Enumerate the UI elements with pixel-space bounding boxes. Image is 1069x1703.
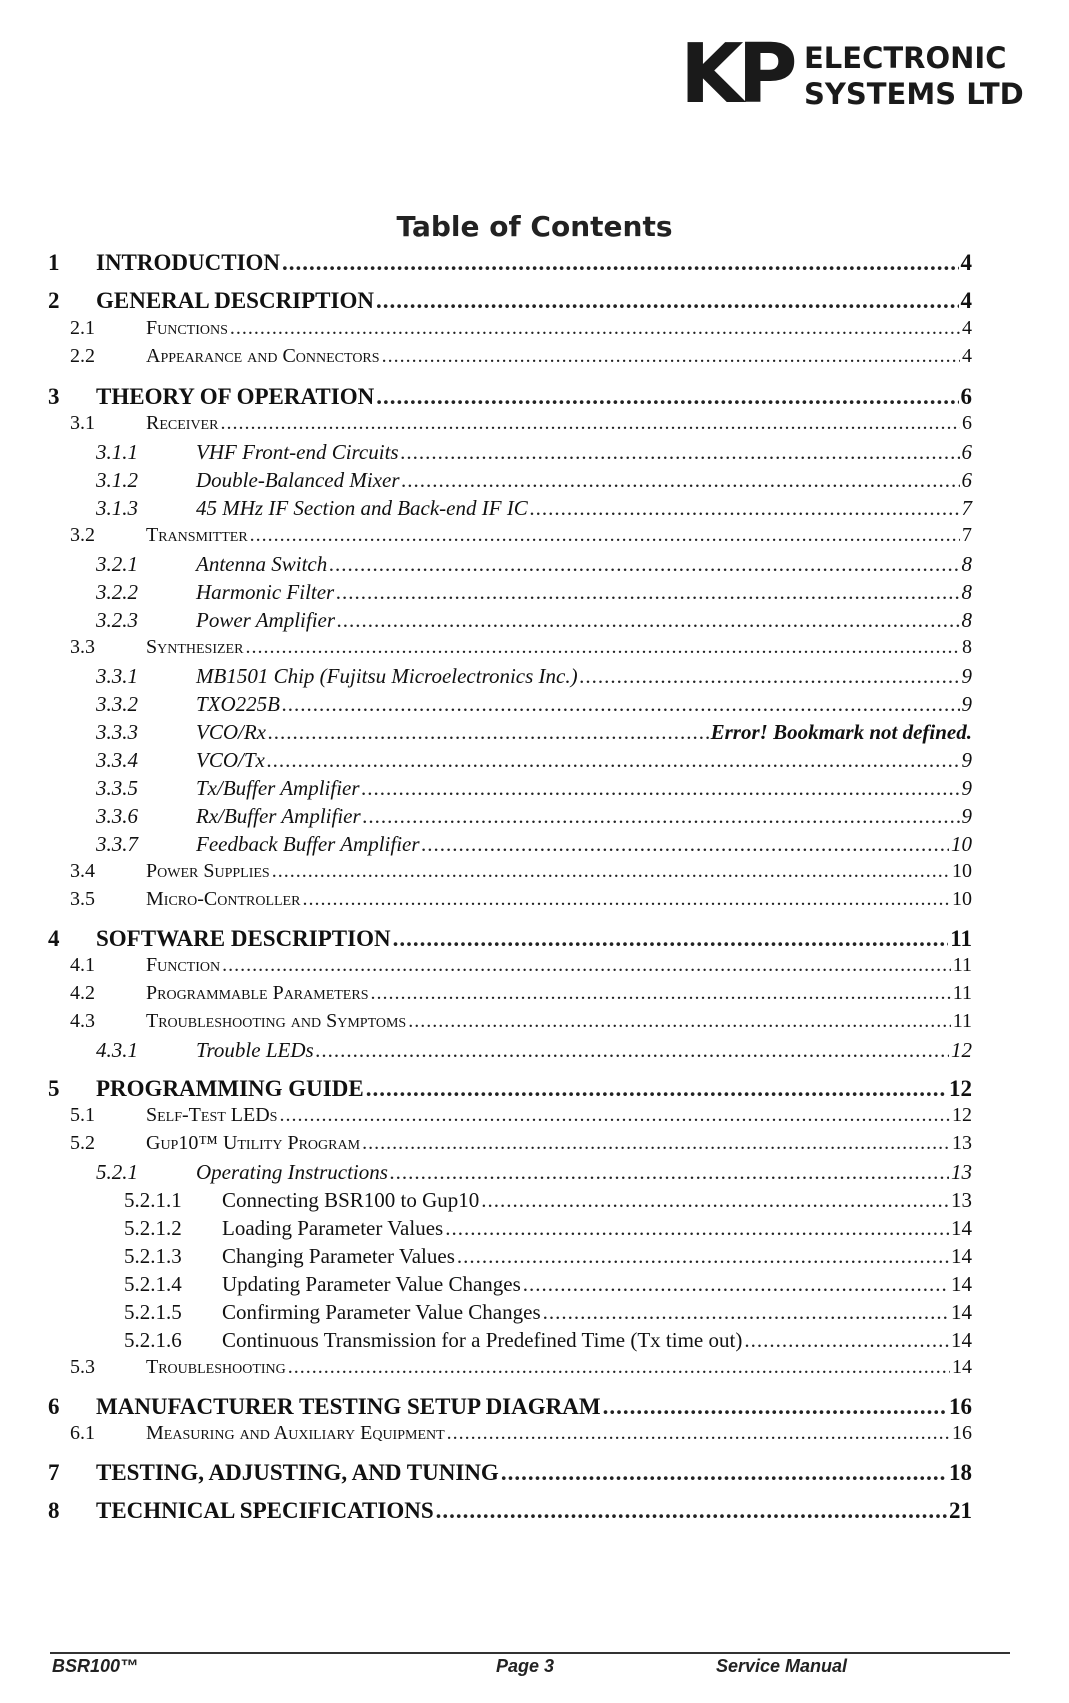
- toc-entry-number: 3.3.4: [96, 748, 138, 772]
- toc-entry-number: 5.2: [70, 1132, 95, 1154]
- toc-entry-page: 11: [952, 1010, 972, 1032]
- toc-dot-leader: [230, 317, 960, 340]
- toc-title: Table of Contents: [396, 210, 673, 243]
- toc-entry-page: 4: [962, 317, 972, 339]
- toc-entry-page: 4: [960, 250, 972, 275]
- toc-entry-number: 7: [48, 1460, 60, 1485]
- toc-entry-number: 3.2: [70, 524, 95, 546]
- toc-dot-leader: [282, 250, 958, 276]
- toc-entry[interactable]: [48, 288, 972, 314]
- toc-entry-title: Troubleshooting and Symptoms: [146, 1010, 407, 1032]
- toc-entry-title: Troubleshooting: [146, 1356, 286, 1378]
- toc-entry-title: VCO/Tx: [196, 748, 265, 772]
- toc-entry-title: Harmonic Filter: [196, 580, 335, 604]
- toc-dot-leader: [744, 1328, 949, 1353]
- toc-entry-page: 10: [952, 888, 972, 910]
- toc-entry-title: Transmitter: [146, 524, 248, 546]
- toc-entry-page: 6: [961, 440, 972, 464]
- toc-dot-leader: [267, 748, 960, 773]
- toc-entry[interactable]: [70, 1422, 972, 1445]
- toc-entry-title: MANUFACTURER TESTING SETUP DIAGRAM: [96, 1394, 601, 1419]
- toc-entry[interactable]: [96, 804, 972, 829]
- toc-entry-number: 3.3.5: [96, 776, 138, 800]
- toc-entry-title: Operating Instructions: [196, 1160, 388, 1184]
- toc-dot-leader: [288, 1356, 950, 1379]
- toc-dot-leader: [222, 954, 951, 977]
- toc-entry-number: 5.2.1.5: [124, 1300, 182, 1324]
- toc-entry-number: 3.3.1: [96, 664, 138, 688]
- toc-entry[interactable]: [70, 636, 972, 659]
- toc-entry-title: Rx/Buffer Amplifier: [196, 804, 361, 828]
- toc-entry-number: 4.3.1: [96, 1038, 138, 1062]
- toc-entry-page: 11: [950, 926, 972, 951]
- toc-entry-page: 8: [961, 580, 972, 604]
- toc-entry-page: 12: [949, 1076, 972, 1101]
- toc-dot-leader: [530, 496, 960, 521]
- toc-entry-title: Function: [146, 954, 221, 976]
- toc-entry[interactable]: [48, 1460, 972, 1486]
- toc-entry[interactable]: [70, 982, 972, 1005]
- toc-entry[interactable]: [70, 1356, 972, 1379]
- toc-entry[interactable]: [70, 860, 972, 883]
- company-logo: [680, 27, 1024, 122]
- toc-entry-number: 2.2: [70, 345, 95, 367]
- logo-text-line-1: ELECTRONIC: [804, 41, 1007, 75]
- toc-dot-leader: [366, 1076, 947, 1102]
- toc-entry-page: 13: [951, 1188, 972, 1212]
- toc-entry-number: 3.1.2: [96, 468, 138, 492]
- toc-entry[interactable]: [96, 664, 972, 689]
- toc-entry-title: Antenna Switch: [196, 552, 328, 576]
- toc-dot-leader: [336, 580, 959, 605]
- toc-entry[interactable]: [96, 1038, 972, 1063]
- toc-entry-title: Power Supplies: [146, 860, 270, 882]
- toc-entry-page: 12: [951, 1038, 972, 1062]
- toc-entry-title: Receiver: [146, 412, 219, 434]
- toc-entry[interactable]: [70, 1104, 972, 1127]
- toc-entry-page: 13: [952, 1132, 972, 1154]
- toc-entry-number: 4: [48, 926, 60, 951]
- toc-dot-leader: [543, 1300, 949, 1325]
- toc-entry-title: SOFTWARE DESCRIPTION: [96, 926, 391, 951]
- toc-entry[interactable]: [96, 692, 972, 717]
- logo-mark: KP: [680, 27, 792, 122]
- toc-dot-leader: [501, 1460, 947, 1486]
- toc-entry-page: 13: [951, 1160, 972, 1184]
- toc-entry-page: 18: [949, 1460, 972, 1485]
- toc-entry-number: 3.3.6: [96, 804, 138, 828]
- toc-dot-leader: [337, 608, 959, 633]
- toc-dot-leader: [371, 982, 951, 1005]
- toc-entry-number: 3.2.3: [96, 608, 138, 632]
- toc-entry[interactable]: [96, 440, 972, 465]
- toc-entry[interactable]: [96, 1160, 972, 1185]
- toc-entry-title: TECHNICAL SPECIFICATIONS: [96, 1498, 434, 1523]
- toc-entry-title: THEORY OF OPERATION: [96, 384, 375, 409]
- toc-entry-number: 8: [48, 1498, 60, 1523]
- toc-entry-number: 3.3.3: [96, 720, 138, 744]
- toc-entry[interactable]: [96, 468, 972, 493]
- toc-entry[interactable]: [48, 1076, 972, 1102]
- toc-entry[interactable]: [48, 1394, 972, 1420]
- toc-entry-title: Tx/Buffer Amplifier: [196, 776, 360, 800]
- toc-entry-page: 14: [951, 1272, 972, 1296]
- toc-entry-page: 16: [949, 1394, 972, 1419]
- toc-entry-number: 5.2.1.3: [124, 1244, 182, 1268]
- toc-entry-page: 10: [951, 832, 972, 856]
- toc-entry-number: 3.1.3: [96, 496, 138, 520]
- toc-entry-page: 8: [962, 636, 972, 658]
- toc-dot-leader: [436, 1498, 947, 1524]
- footer-rule: [50, 1652, 1010, 1654]
- toc-dot-leader: [250, 524, 960, 547]
- toc-entry-number: 3: [48, 384, 60, 409]
- toc-entry[interactable]: [124, 1300, 972, 1325]
- toc-entry-number: 3.3: [70, 636, 95, 658]
- toc-entry-number: 4.1: [70, 954, 95, 976]
- toc-entry[interactable]: [48, 926, 972, 952]
- toc-dot-leader: [245, 636, 960, 659]
- toc-entry-page: 7: [962, 524, 972, 546]
- toc-entry-number: 2: [48, 288, 60, 313]
- toc-dot-leader: [447, 1422, 950, 1445]
- toc-entry-page: 9: [961, 776, 972, 800]
- toc-entry[interactable]: [70, 345, 972, 368]
- toc-entry[interactable]: [124, 1272, 972, 1297]
- toc-entry[interactable]: [48, 1498, 972, 1524]
- toc-dot-leader: [481, 1188, 949, 1213]
- toc-entry-page: 16: [952, 1422, 972, 1444]
- toc-entry[interactable]: [96, 748, 972, 773]
- toc-entry-number: 6: [48, 1394, 60, 1419]
- toc-entry-page: 10: [952, 860, 972, 882]
- toc-dot-leader: [390, 1160, 949, 1185]
- toc-entry[interactable]: [124, 1216, 972, 1241]
- toc-dot-leader: [279, 1104, 950, 1127]
- toc-entry-title: Updating Parameter Value Changes: [222, 1272, 521, 1296]
- toc-entry[interactable]: [96, 832, 972, 857]
- toc-entry-title: Measuring and Auxiliary Equipment: [146, 1422, 445, 1444]
- toc-dot-leader: [302, 888, 950, 911]
- toc-entry[interactable]: [124, 1188, 972, 1213]
- toc-entry-title: Continuous Transmission for a Predefined Time (Tx time out): [222, 1328, 743, 1352]
- toc-entry-page: 8: [961, 552, 972, 576]
- toc-entry-title: Trouble LEDs: [196, 1038, 314, 1062]
- toc-entry-title: Micro-Controller: [146, 888, 301, 910]
- toc-entry-number: 5.3: [70, 1356, 95, 1378]
- toc-entry-page: 14: [951, 1216, 972, 1240]
- toc-entry-page: 14: [951, 1328, 972, 1352]
- toc-entry-page: 14: [952, 1356, 972, 1378]
- toc-entry-number: 3.1: [70, 412, 95, 434]
- toc-entry-number: 3.2.2: [96, 580, 138, 604]
- toc-entry-page: 14: [951, 1300, 972, 1324]
- toc-entry-title: Power Amplifier: [196, 608, 336, 632]
- toc-entry-title: GENERAL DESCRIPTION: [96, 288, 374, 313]
- toc-entry-number: 3.3.7: [96, 832, 138, 856]
- toc-dot-leader: [376, 384, 958, 410]
- toc-dot-leader: [316, 1038, 949, 1063]
- toc-entry-page: 11: [952, 982, 972, 1004]
- toc-entry-page: 9: [961, 664, 972, 688]
- toc-dot-leader: [401, 440, 960, 465]
- toc-entry[interactable]: [70, 317, 972, 340]
- toc-entry-number: 3.5: [70, 888, 95, 910]
- toc-entry-title: PROGRAMMING GUIDE: [96, 1076, 364, 1101]
- toc-entry-number: 2.1: [70, 317, 95, 339]
- toc-entry-number: 5.1: [70, 1104, 95, 1126]
- toc-entry-title: Double-Balanced Mixer: [196, 468, 400, 492]
- toc-entry-number: 5: [48, 1076, 60, 1101]
- toc-entry-page: 6: [960, 384, 972, 409]
- toc-entry[interactable]: [48, 384, 972, 410]
- toc-entry[interactable]: [70, 1010, 972, 1033]
- toc-dot-leader: [523, 1272, 949, 1297]
- toc-entry-number: 5.2.1.6: [124, 1328, 182, 1352]
- toc-entry[interactable]: [70, 524, 972, 547]
- toc-dot-leader: [580, 664, 960, 689]
- toc-entry[interactable]: [70, 954, 972, 977]
- toc-entry-number: 1: [48, 250, 60, 275]
- toc-entry-title: Gup10™ Utility Program: [146, 1132, 361, 1154]
- toc-entry-page: 4: [962, 345, 972, 367]
- toc-entry[interactable]: [70, 888, 972, 911]
- toc-entry-title: Changing Parameter Values: [222, 1244, 455, 1268]
- toc-dot-leader: [408, 1010, 951, 1033]
- toc-entry-title: MB1501 Chip (Fujitsu Microelectronics Inc.): [196, 664, 578, 688]
- toc-dot-leader: [445, 1216, 949, 1241]
- toc-entry-page: 9: [961, 748, 972, 772]
- toc-dot-leader: [282, 692, 960, 717]
- toc-entry-page: 21: [949, 1498, 972, 1523]
- toc-entry-title: Confirming Parameter Value Changes: [222, 1300, 541, 1324]
- toc-entry[interactable]: [96, 720, 972, 745]
- toc-dot-leader: [402, 468, 960, 493]
- toc-entry-number: 3.4: [70, 860, 95, 882]
- toc-entry[interactable]: [96, 580, 972, 605]
- toc-entry-number: 5.2.1: [96, 1160, 138, 1184]
- toc-entry-title: VCO/Rx: [196, 720, 266, 744]
- toc-dot-leader: [422, 832, 949, 857]
- toc-entry-number: 5.2.1.1: [124, 1188, 182, 1212]
- toc-dot-leader: [220, 412, 960, 435]
- toc-dot-leader: [329, 552, 959, 577]
- toc-entry-page: 14: [951, 1244, 972, 1268]
- toc-entry-page: 11: [952, 954, 972, 976]
- logo-text-line-2: SYSTEMS LTD: [804, 77, 1024, 111]
- toc-entry-title: INTRODUCTION: [96, 250, 281, 275]
- toc-entry[interactable]: [70, 412, 972, 435]
- footer-page-number: Page 3: [496, 1656, 555, 1676]
- toc-entry-number: 3.3.2: [96, 692, 138, 716]
- toc-entry-number: 3.1.1: [96, 440, 138, 464]
- toc-entry-title: Appearance and Connectors: [146, 345, 380, 367]
- toc-entry-page: 12: [952, 1104, 972, 1126]
- toc-dot-leader: [457, 1244, 949, 1269]
- toc-entry-title: Connecting BSR100 to Gup10: [222, 1188, 480, 1212]
- toc-entry[interactable]: [124, 1328, 972, 1353]
- toc-entry-number: 4.3: [70, 1010, 95, 1032]
- toc-entry-title: VHF Front-end Circuits: [196, 440, 399, 464]
- toc-entry[interactable]: [124, 1244, 972, 1269]
- toc-dot-leader: [363, 804, 960, 829]
- toc-entry-title: Programmable Parameters: [146, 982, 369, 1004]
- toc-entry-number: 3.2.1: [96, 552, 138, 576]
- toc-entry-page: 4: [960, 288, 972, 313]
- toc-entry-title: TESTING, ADJUSTING, AND TUNING: [96, 1460, 499, 1485]
- toc-dot-leader: [362, 1132, 950, 1155]
- footer-product: BSR100™: [52, 1656, 139, 1676]
- footer-document-type: Service Manual: [716, 1656, 848, 1676]
- toc-dot-leader: [376, 288, 959, 314]
- toc-dot-leader: [603, 1394, 947, 1420]
- toc-entry-title: Loading Parameter Values: [222, 1216, 444, 1240]
- toc-entry[interactable]: [48, 250, 972, 276]
- toc-entry-title: Self-Test LEDs: [146, 1104, 278, 1126]
- toc-entry-title: Functions: [146, 317, 228, 339]
- toc-entry-page: 7: [961, 496, 972, 520]
- toc-entry[interactable]: [96, 552, 972, 577]
- toc-entry-number: 4.2: [70, 982, 95, 1004]
- toc-entry-page: 6: [962, 412, 972, 434]
- toc-entry-title: 45 MHz IF Section and Back-end IF IC: [196, 496, 528, 520]
- toc-entry-page: 9: [961, 692, 972, 716]
- toc-entry-page: Error! Bookmark not defined.: [710, 720, 972, 744]
- toc-dot-leader: [268, 720, 709, 745]
- toc-entry[interactable]: [96, 496, 972, 521]
- toc-entry[interactable]: [96, 776, 972, 801]
- toc-entry-page: 6: [961, 468, 972, 492]
- toc-entry-title: Feedback Buffer Amplifier: [196, 832, 420, 856]
- toc-entry-number: 5.2.1.4: [124, 1272, 182, 1296]
- toc-entry-page: 8: [961, 608, 972, 632]
- toc-dot-leader: [362, 776, 960, 801]
- toc-entry[interactable]: [70, 1132, 972, 1155]
- toc-entry-title: Synthesizer: [146, 636, 244, 658]
- toc-entry-title: TXO225B: [196, 692, 280, 716]
- toc-dot-leader: [382, 345, 960, 368]
- toc-dot-leader: [393, 926, 949, 952]
- toc-entry[interactable]: [96, 608, 972, 633]
- toc-entry-number: 6.1: [70, 1422, 95, 1444]
- toc-entry-number: 5.2.1.2: [124, 1216, 182, 1240]
- toc-entry-page: 9: [961, 804, 972, 828]
- toc-dot-leader: [272, 860, 950, 883]
